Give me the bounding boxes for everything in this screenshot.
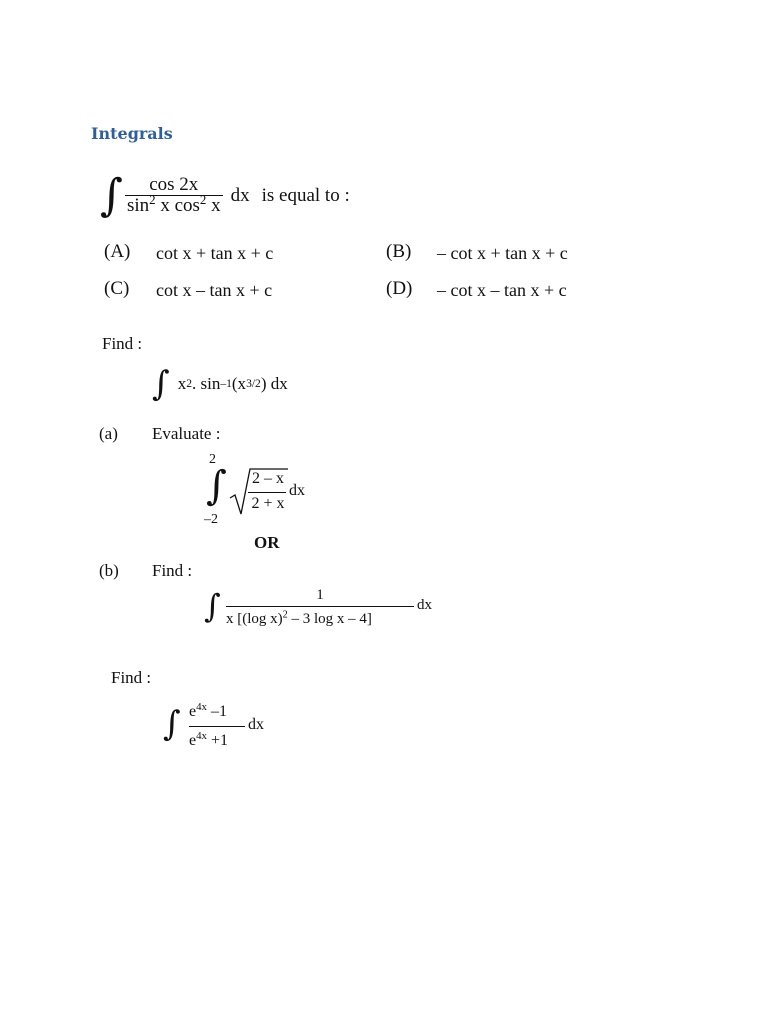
or-separator: OR — [254, 533, 280, 552]
integral-sign: ∫ — [204, 587, 221, 625]
option-b-label: (B) — [386, 241, 412, 262]
q3b-text: Find : — [152, 561, 193, 580]
q3a-upper-limit: 2 — [209, 452, 216, 467]
q1-fraction — [125, 175, 223, 216]
q3b-numerator: 1 — [316, 587, 324, 603]
q3a-text: Evaluate : — [152, 424, 221, 443]
section-heading: Integrals — [91, 124, 173, 143]
q3b-label: (b) — [99, 561, 119, 580]
integral-sign: ∫ — [206, 463, 227, 509]
integral-sign: ∫ — [152, 364, 170, 404]
q3a-numerator: 2 – x — [252, 470, 284, 487]
q3a-dx: dx — [289, 482, 305, 499]
integral-sign: ∫ — [100, 170, 123, 221]
q3b-dx: dx — [417, 597, 432, 613]
q3a-denominator: 2 + x — [251, 495, 285, 512]
q1-suffix: is equal to : — [261, 184, 350, 206]
fraction-bar — [226, 606, 414, 607]
fraction-bar — [248, 492, 286, 493]
question-1-integral — [100, 170, 350, 221]
option-c-text: cot x – tan x + c — [156, 280, 273, 300]
option-d-text: – cot x – tan x + c — [437, 280, 567, 300]
integral-sign: ∫ — [163, 704, 181, 744]
q4-find-label: Find : — [111, 668, 152, 687]
q1-dx: dx — [230, 184, 250, 206]
option-b-text: – cot x + tan x + c — [437, 243, 568, 263]
q3a-label: (a) — [99, 424, 118, 443]
option-c-label: (C) — [104, 278, 130, 299]
q1-denominator: $\sin^2 x$ $\cos^2 x$ — [126, 191, 221, 216]
q4-numerator: $e^{4x}$ –1 — [189, 701, 227, 720]
q1-numerator: cos 2x — [149, 174, 199, 196]
q3a-lower-limit: –2 — [204, 512, 218, 527]
q4-denominator: $e^{4x} +1$ — [189, 730, 229, 749]
option-d-label: (D) — [386, 278, 413, 299]
option-a-text: cot x + tan x + c — [156, 243, 274, 263]
q4-dx: dx — [248, 716, 264, 733]
q3b-denominator: x [(log x)$^2$ – 3 log x – 4] — [226, 609, 372, 627]
question-2-integral: ∫ x 2 . sin –1 (x 3/2 ) dx — [152, 364, 288, 404]
q2-find-label: Find : — [102, 334, 143, 353]
option-a-label: (A) — [104, 241, 131, 262]
fraction-bar — [189, 726, 245, 727]
